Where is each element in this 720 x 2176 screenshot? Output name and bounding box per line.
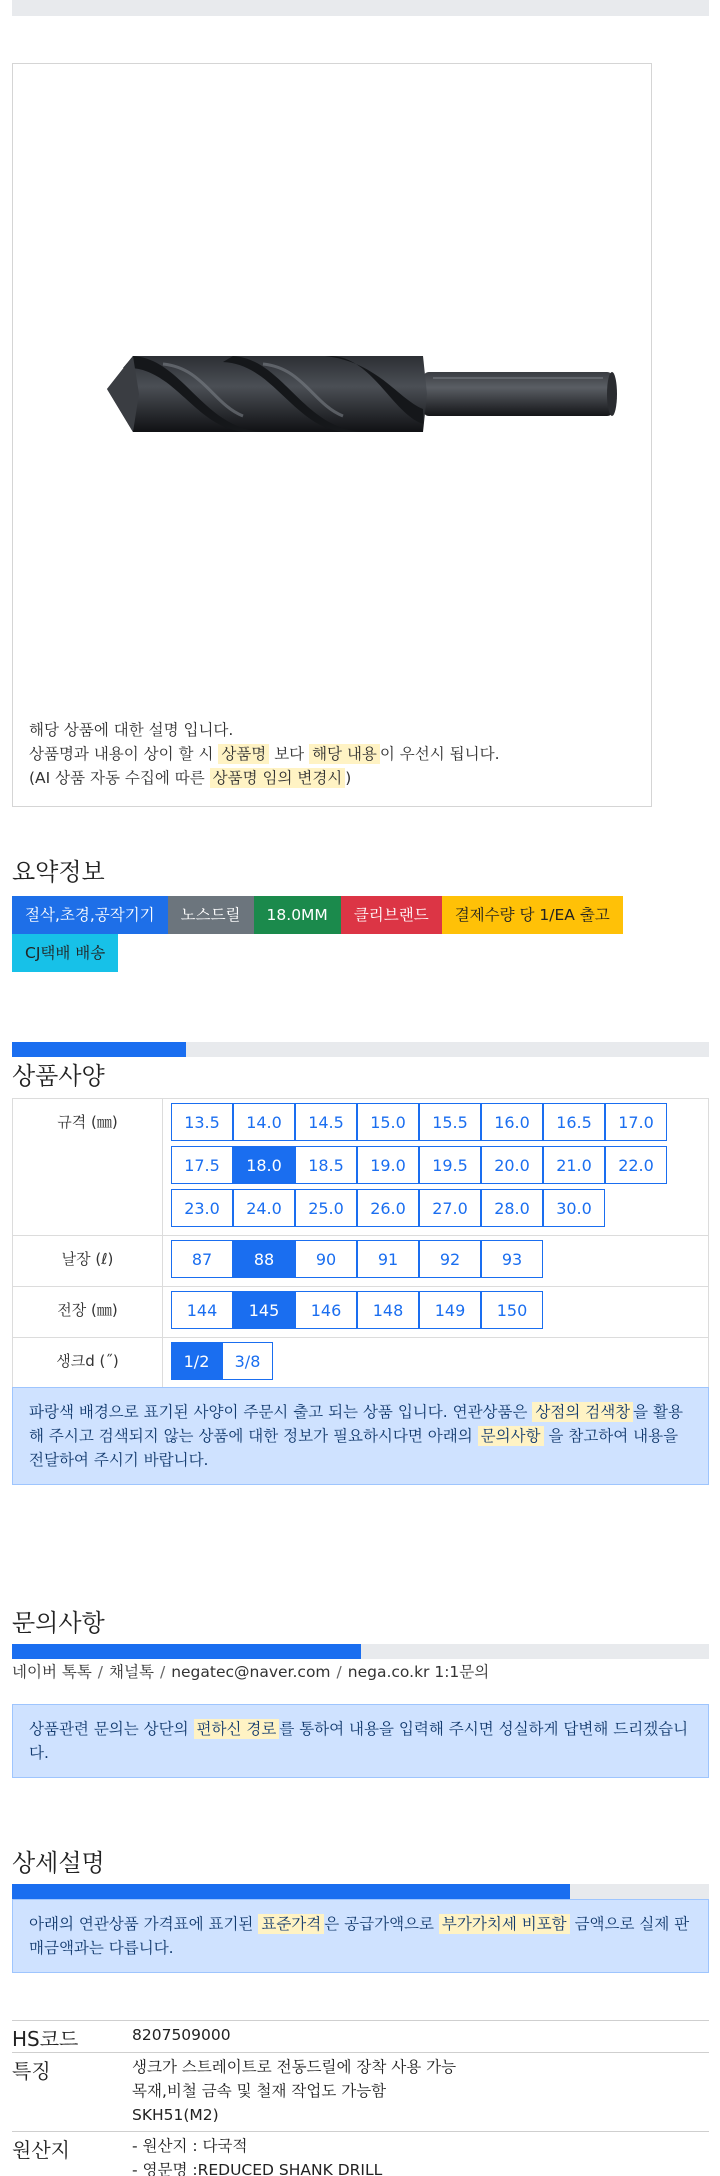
option-button[interactable]: 27.0 bbox=[419, 1189, 481, 1227]
detail-value bbox=[132, 2132, 382, 2176]
option-group bbox=[171, 1290, 700, 1333]
option-button[interactable]: 30.0 bbox=[543, 1189, 605, 1227]
option-button[interactable]: 149 bbox=[419, 1291, 481, 1329]
option-button[interactable]: 19.5 bbox=[419, 1146, 481, 1184]
link-naver-talk[interactable]: 네이버 톡톡 bbox=[12, 1663, 92, 1681]
notice-text: 보다 bbox=[269, 745, 310, 763]
option-button[interactable]: 150 bbox=[481, 1291, 543, 1329]
option-button[interactable]: 19.0 bbox=[357, 1146, 419, 1184]
spec-options bbox=[163, 1338, 709, 1389]
detail-value bbox=[132, 2021, 231, 2052]
option-button[interactable]: 91 bbox=[357, 1240, 419, 1278]
detail-progress-fill bbox=[12, 1884, 570, 1899]
image-notice-line1: 해당 상품에 대한 설명 입니다. bbox=[29, 721, 234, 739]
option-button[interactable]: 17.5 bbox=[171, 1146, 233, 1184]
option-button[interactable]: 20.0 bbox=[481, 1146, 543, 1184]
option-button[interactable]: 18.5 bbox=[295, 1146, 357, 1184]
option-button[interactable]: 22.0 bbox=[605, 1146, 667, 1184]
notice-text: ) bbox=[345, 769, 352, 787]
summary-title: 요약정보 bbox=[12, 858, 105, 886]
detail-info-table bbox=[12, 2020, 709, 2176]
detail-row-features bbox=[12, 2052, 709, 2131]
separator: / bbox=[336, 1663, 342, 1681]
highlight-standard-price: 표준가격 bbox=[258, 1914, 324, 1934]
spec-progress-fill bbox=[12, 1042, 186, 1057]
spec-options bbox=[163, 1287, 709, 1338]
product-image-box bbox=[12, 63, 652, 807]
tag-category: 절삭,초경,공작기기 bbox=[12, 896, 168, 934]
detail-title: 상세설명 bbox=[12, 1849, 105, 1877]
inquiry-title: 문의사항 bbox=[12, 1609, 105, 1637]
option-button-selected[interactable]: 1/2 bbox=[171, 1342, 222, 1380]
option-button[interactable]: 93 bbox=[481, 1240, 543, 1278]
image-notice-line3 bbox=[29, 766, 500, 790]
link-channel-talk[interactable]: 채널톡 bbox=[109, 1663, 154, 1681]
summary-tags bbox=[12, 896, 652, 972]
detail-key: 원산지 bbox=[12, 2138, 70, 2162]
detail-value bbox=[132, 2053, 456, 2131]
notice-text: (AI 상품 자동 수집에 따른 bbox=[29, 769, 210, 787]
option-button[interactable]: 16.5 bbox=[543, 1103, 605, 1141]
spec-title: 상품사양 bbox=[12, 1062, 105, 1090]
spec-options bbox=[163, 1236, 709, 1287]
option-button-selected[interactable]: 145 bbox=[233, 1291, 295, 1329]
option-button[interactable]: 15.0 bbox=[357, 1103, 419, 1141]
detail-value-line: SKH51(M2) bbox=[132, 2106, 219, 2124]
highlight-inquiry: 문의사항 bbox=[478, 1426, 544, 1446]
option-button[interactable]: 148 bbox=[357, 1291, 419, 1329]
spec-row-diameter bbox=[13, 1099, 709, 1236]
notice-text: 을 참고하여 내용을 전달하여 주시기 바랍니다. bbox=[29, 1427, 679, 1469]
option-button[interactable]: 26.0 bbox=[357, 1189, 419, 1227]
option-button[interactable]: 14.5 bbox=[295, 1103, 357, 1141]
spec-label: 전장 (㎜) bbox=[13, 1287, 163, 1338]
tag-brand: 클리브랜드 bbox=[341, 896, 442, 934]
spec-notice bbox=[12, 1387, 709, 1485]
option-button[interactable]: 146 bbox=[295, 1291, 357, 1329]
inquiry-progress-bar bbox=[12, 1644, 709, 1659]
option-button[interactable]: 15.5 bbox=[419, 1103, 481, 1141]
option-button[interactable]: 28.0 bbox=[481, 1189, 543, 1227]
notice-text: 금액으로 실제 판매금액과는 다릅니다. bbox=[29, 1915, 690, 1957]
separator: / bbox=[159, 1663, 166, 1681]
notice-text: 상품명과 내용이 상이 할 시 bbox=[29, 745, 219, 763]
highlight-channel: 편하신 경로 bbox=[194, 1719, 280, 1739]
detail-key: HS코드 bbox=[12, 2027, 79, 2051]
spec-progress-bar bbox=[12, 1042, 709, 1057]
highlight-vat: 부가가치세 비포함 bbox=[439, 1914, 570, 1934]
tag-product-type: 노스드릴 bbox=[168, 896, 254, 934]
spec-options bbox=[163, 1099, 709, 1236]
notice-text: 을 활용해 주시고 검색되지 않는 상품에 대한 정보가 필요하시다면 아래의 bbox=[29, 1403, 684, 1445]
option-group bbox=[171, 1102, 700, 1231]
highlight-product-name: 상품명 bbox=[218, 744, 269, 764]
option-button-selected[interactable]: 18.0 bbox=[233, 1146, 295, 1184]
spec-label: 규격 (㎜) bbox=[13, 1099, 163, 1236]
detail-row-hs-code bbox=[12, 2020, 709, 2052]
option-group bbox=[171, 1239, 700, 1282]
option-button[interactable]: 92 bbox=[419, 1240, 481, 1278]
option-button[interactable]: 13.5 bbox=[171, 1103, 233, 1141]
detail-notice bbox=[12, 1899, 709, 1973]
detail-value-line: 8207509000 bbox=[132, 2026, 231, 2044]
image-notice-line2 bbox=[29, 742, 500, 766]
option-button[interactable]: 17.0 bbox=[605, 1103, 667, 1141]
option-button[interactable]: 3/8 bbox=[222, 1342, 273, 1380]
spec-label: 날장 (ℓ) bbox=[13, 1236, 163, 1287]
spec-row-flute-length bbox=[13, 1236, 709, 1287]
tag-quantity: 결제수량 당 1/EA 출고 bbox=[442, 896, 623, 934]
detail-value-line: 목재,비철 금속 및 철재 작업도 가능함 bbox=[132, 2082, 387, 2100]
detail-key: 특징 bbox=[12, 2059, 51, 2083]
spec-table bbox=[12, 1098, 709, 1389]
inquiry-notice bbox=[12, 1704, 709, 1778]
detail-value-line: 생크가 스트레이트로 전동드릴에 장착 사용 가능 bbox=[132, 2058, 457, 2076]
option-button[interactable]: 25.0 bbox=[295, 1189, 357, 1227]
notice-text: 파랑색 배경으로 표기된 사양이 주문시 출고 되는 상품 입니다. 연관상품은 bbox=[29, 1403, 533, 1421]
detail-value-line: - 원산지 : 다국적 bbox=[132, 2137, 248, 2155]
link-site-inquiry[interactable]: nega.co.kr 1:1문의 bbox=[347, 1663, 490, 1681]
detail-value-line: - 영문명 :REDUCED SHANK DRILL bbox=[132, 2161, 383, 2176]
option-button[interactable]: 21.0 bbox=[543, 1146, 605, 1184]
detail-progress-bar bbox=[12, 1884, 709, 1899]
notice-text: 상품관련 문의는 상단의 bbox=[29, 1720, 194, 1738]
tag-shipping: CJ택배 배송 bbox=[12, 934, 118, 972]
highlight-name-change: 상품명 임의 변경시 bbox=[210, 768, 346, 788]
option-button-selected[interactable]: 88 bbox=[233, 1240, 295, 1278]
notice-text: 아래의 연관상품 가격표에 표기된 bbox=[29, 1915, 259, 1933]
highlight-search: 상점의 검색창 bbox=[532, 1402, 633, 1422]
option-button[interactable]: 144 bbox=[171, 1291, 233, 1329]
inquiry-links bbox=[12, 1660, 489, 1682]
option-button[interactable]: 24.0 bbox=[233, 1189, 295, 1227]
drill-image bbox=[93, 334, 623, 444]
option-button[interactable]: 87 bbox=[171, 1240, 233, 1278]
spec-label: 생크d (˝) bbox=[13, 1338, 163, 1389]
inquiry-progress-fill bbox=[12, 1644, 361, 1659]
option-button[interactable]: 90 bbox=[295, 1240, 357, 1278]
notice-text: 를 통하여 내용을 입력해 주시면 성실하게 답변해 드리겠습니다. bbox=[29, 1720, 689, 1762]
spec-row-overall-length bbox=[13, 1287, 709, 1338]
link-email[interactable]: negatec@naver.com bbox=[171, 1663, 331, 1681]
option-button[interactable]: 23.0 bbox=[171, 1189, 233, 1227]
image-notice bbox=[29, 718, 500, 790]
option-button[interactable]: 16.0 bbox=[481, 1103, 543, 1141]
notice-text: 은 공급가액으로 bbox=[324, 1915, 439, 1933]
tag-size: 18.0MM bbox=[254, 896, 341, 934]
option-button[interactable]: 14.0 bbox=[233, 1103, 295, 1141]
detail-row-origin bbox=[12, 2131, 709, 2176]
notice-text: 이 우선시 됩니다. bbox=[379, 745, 500, 763]
option-group bbox=[171, 1341, 700, 1384]
highlight-content: 해당 내용 bbox=[309, 744, 380, 764]
top-bar bbox=[12, 0, 709, 16]
spec-row-shank bbox=[13, 1338, 709, 1389]
separator: / bbox=[97, 1663, 104, 1681]
